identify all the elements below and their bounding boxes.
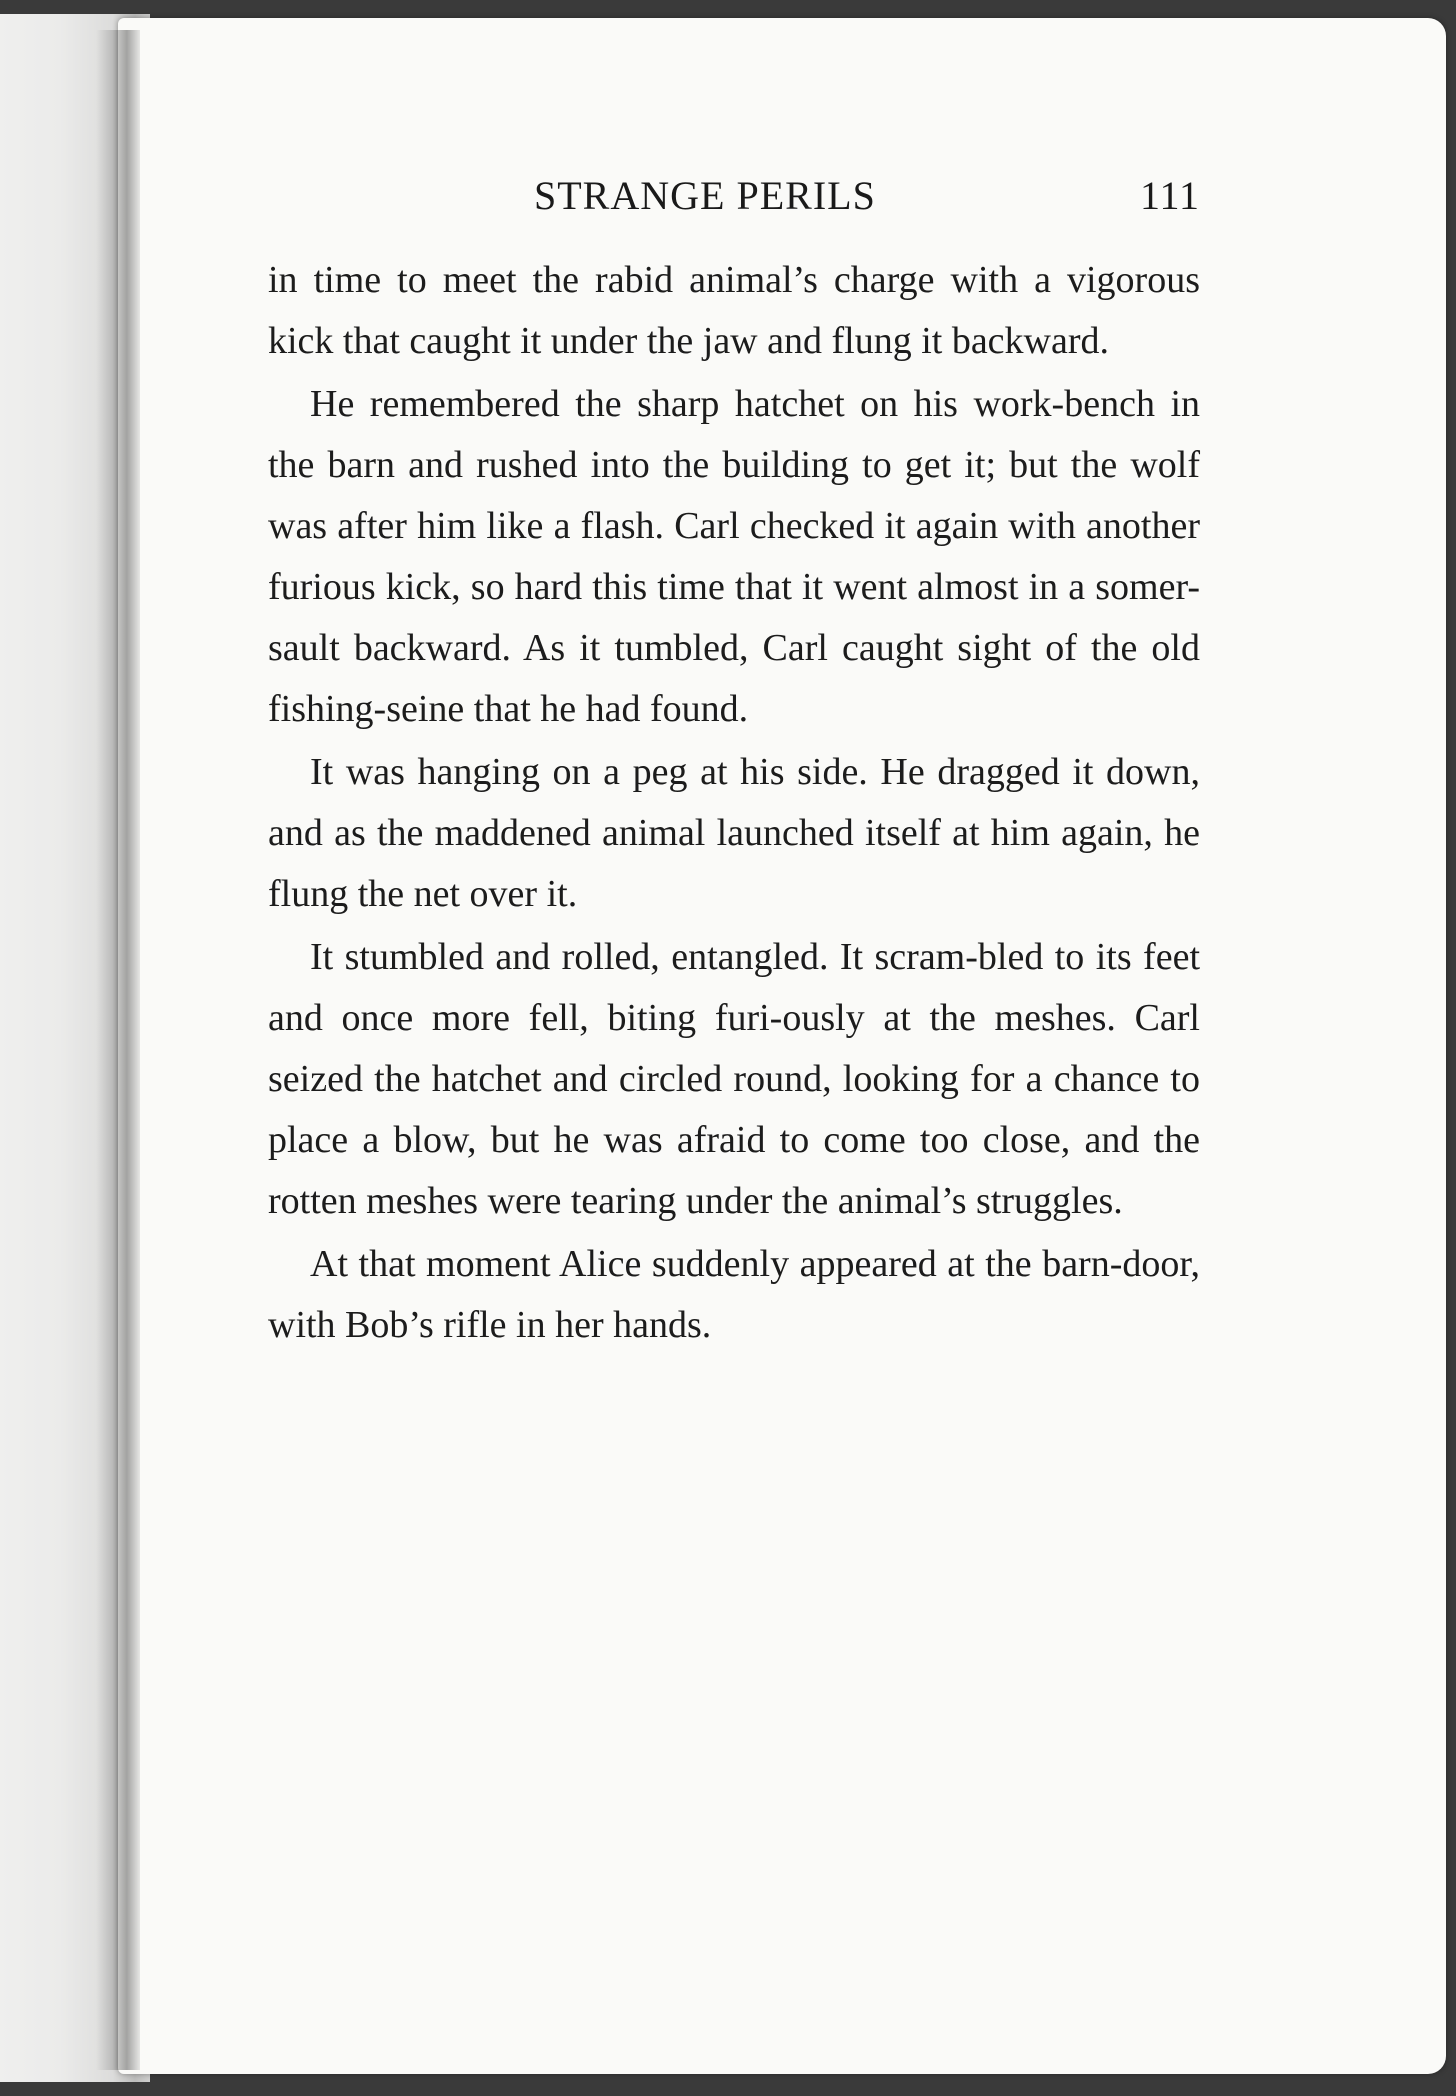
page-number: 111: [1139, 173, 1200, 218]
paragraph-3: It was hanging on a peg at his side. He dragged it down, and as the maddened animal launched itself at him again, he flung the net over it.: [268, 751, 1200, 915]
body-text: [268, 250, 1200, 1358]
paragraph-5: At that moment Alice suddenly appeared at the barn-door, with Bob’s rifle in her hands.: [268, 1243, 1200, 1346]
paragraph-2: He remembered the sharp hatchet on his work-bench in the barn and rushed into the building to get it; but the wolf was after him like a flash. Carl checked it again with another furious kick, so hard this time that it went almost in a somer-sault backward. As it tumbled, Carl caught sight of the old fishing-seine that he had found.: [268, 383, 1200, 730]
gutter-shadow: [96, 30, 140, 2070]
paragraph-1: in time to meet the rabid animal’s charge with a vigorous kick that caught it under the jaw and flung it backward.: [268, 259, 1200, 362]
page-header: [268, 172, 1200, 228]
running-head: STRANGE PERILS: [534, 173, 876, 218]
paragraph-4: It stumbled and rolled, entangled. It scram-bled to its feet and once more fell, biting furi-ously at the meshes. Carl seized the hatchet and circled round, looking for a chance to place a blow, but he was afraid to come too close, and the rotten meshes were tearing under the animal’s struggles.: [268, 936, 1200, 1222]
